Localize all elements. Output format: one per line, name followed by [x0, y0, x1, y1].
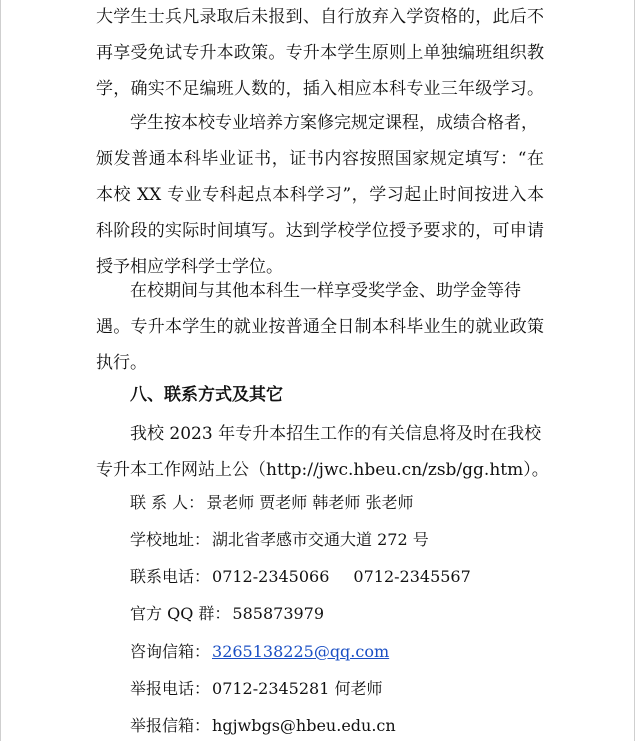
paragraph-website [96, 416, 549, 488]
text-line: 遇。专升本学生的就业按普通全日制本科毕业生的就业政策 [96, 317, 544, 337]
address-row [130, 522, 429, 558]
text-line: 科阶段的实际时间填写。达到学校学位授予要求的，可申请 [96, 221, 544, 241]
paragraph-benefits [96, 273, 544, 381]
report-email-row [130, 708, 396, 744]
text-line: 专升本工作网站上公（http://jwc.hbeu.cn/zsb/gg.htm）。 [96, 460, 549, 480]
phone-row [130, 559, 471, 595]
paragraph-soldier-policy [96, 0, 544, 107]
address-value: 湖北省孝感市交通大道 272 号 [212, 530, 429, 549]
report-phone-label: 举报电话： [130, 679, 211, 698]
contact-people-value: 景老师 贾老师 韩老师 张老师 [206, 493, 414, 512]
text-line: 授予相应学科学士学位。 [96, 257, 283, 277]
report-phone-value: 0712-2345281 何老师 [212, 679, 383, 698]
report-email-value: hgjwbgs@hbeu.edu.cn [212, 716, 396, 735]
qq-group-row [130, 596, 324, 632]
consult-email-label: 咨询信箱： [130, 642, 211, 661]
contact-people-row [130, 485, 413, 521]
contact-people-label: 联 系 人： [130, 493, 205, 512]
text-line: 再享受免试专升本政策。专升本学生原则上单独编班组织教 [96, 43, 544, 63]
qq-group-label: 官方 QQ 群： [130, 604, 231, 623]
phone-value-1: 0712-2345066 [212, 567, 330, 586]
qq-group-value: 585873979 [232, 604, 325, 623]
text-line: 在校期间与其他本科生一样享受奖学金、助学金等待 [130, 281, 521, 301]
report-email-label: 举报信箱： [130, 716, 211, 735]
paragraph-graduation [96, 105, 544, 285]
page-left-edge [0, 0, 1, 741]
consult-email-link[interactable]: 3265138225@qq.com [212, 642, 390, 661]
consult-email-row [130, 634, 389, 670]
text-line: 我校 2023 年专升本招生工作的有关信息将及时在我校 [130, 424, 542, 444]
text-line: 学生按本校专业培养方案修完规定课程，成绩合格者， [130, 113, 538, 133]
address-label: 学校地址： [130, 530, 211, 549]
text-line: 学，确实不足编班人数的，插入相应本科专业三年级学习。 [96, 79, 544, 99]
text-line: 大学生士兵凡录取后未报到、自行放弃入学资格的，此后不 [96, 7, 544, 27]
phone-label: 联系电话： [130, 567, 211, 586]
phone-value-2: 0712-2345567 [353, 567, 471, 586]
text-line: 颁发普通本科毕业证书，证书内容按照国家规定填写：“在 [96, 149, 544, 169]
report-phone-row [130, 671, 383, 707]
section-heading: 八、联系方式及其它 [130, 385, 283, 405]
text-line: 本校 XX 专业专科起点本科学习”，学习起止时间按进入本 [96, 185, 544, 205]
text-line: 执行。 [96, 353, 147, 373]
